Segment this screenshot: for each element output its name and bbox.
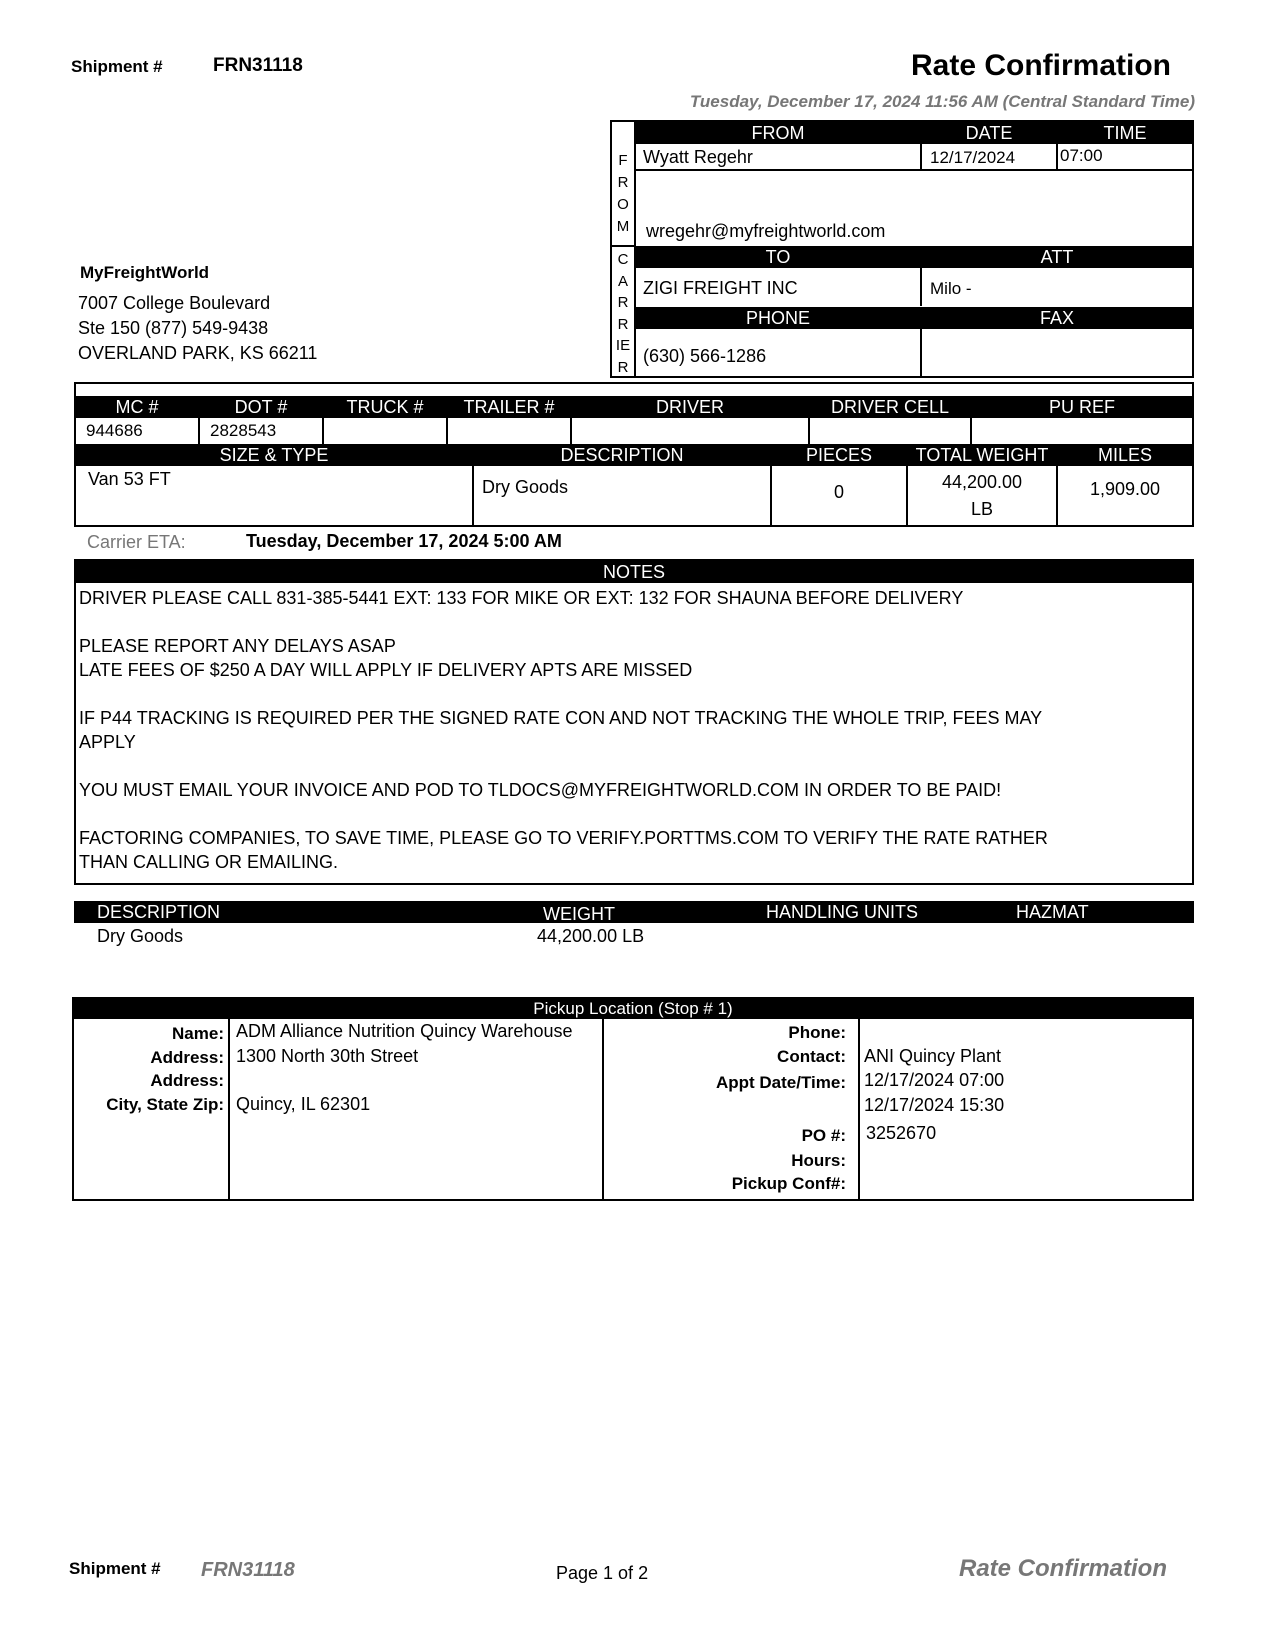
col-pu-ref: PU REF — [1048, 397, 1115, 417]
note-line — [79, 802, 1189, 826]
note-line: YOU MUST EMAIL YOUR INVOICE AND POD TO TLDOCS@MYFREIGHTWORLD.COM IN ORDER TO BE PAID! — [79, 780, 1002, 800]
company-name: MyFreightWorld — [80, 263, 210, 282]
pickup-city: Quincy, IL 62301 — [236, 1094, 371, 1114]
note-line: PLEASE REPORT ANY DELAYS ASAP — [79, 636, 396, 656]
dot-value: 2828543 — [210, 421, 277, 440]
date-header: DATE — [965, 123, 1013, 143]
pickup-header: Pickup Location (Stop # 1) — [74, 999, 1192, 1019]
commodity-col-handling-units: HANDLING UNITS — [766, 902, 919, 922]
phone-value: (630) 566-1286 — [643, 346, 767, 366]
commodity-description: Dry Goods — [97, 926, 184, 946]
commodity-col-hazmat: HAZMAT — [1016, 902, 1089, 922]
att-value: Milo - — [930, 279, 972, 298]
pieces-value: 0 — [833, 482, 844, 502]
to-header: TO — [765, 247, 791, 267]
fax-header: FAX — [1039, 308, 1074, 328]
pickup-address-label: Address: — [150, 1048, 224, 1067]
notes-body — [79, 586, 1189, 874]
col-driver-cell: DRIVER CELL — [830, 397, 950, 417]
pickup-appt-end: 12/17/2024 15:30 — [864, 1095, 1005, 1115]
timestamp: Tuesday, December 17, 2024 11:56 AM (Central Standard Time) — [689, 92, 1195, 111]
pickup-name-label: Name: — [172, 1024, 224, 1043]
col-size-type: SIZE & TYPE — [219, 445, 329, 465]
pickup-po-label: PO #: — [801, 1126, 846, 1145]
shipment-label: Shipment # — [71, 57, 163, 76]
footer-doc-title: Rate Confirmation — [958, 1555, 1167, 1582]
col-description: DESCRIPTION — [560, 445, 684, 465]
pickup-phone-label: Phone: — [788, 1023, 846, 1042]
pickup-name: ADM Alliance Nutrition Quincy Warehouse — [236, 1021, 573, 1041]
pickup-address: 1300 North 30th Street — [236, 1046, 419, 1066]
note-line — [79, 754, 1189, 778]
pickup-city-label: City, State Zip: — [106, 1095, 224, 1114]
pickup-appt-start: 12/17/2024 07:00 — [864, 1070, 1005, 1090]
pickup-address2-label: Address: — [150, 1071, 224, 1090]
from-date: 12/17/2024 — [930, 148, 1016, 167]
commodity-col-weight: WEIGHT — [543, 904, 615, 924]
pickup-contact-label: Contact: — [777, 1047, 846, 1066]
from-side-label: F R O M — [616, 152, 630, 235]
note-line — [79, 682, 1189, 706]
total-weight-unit: LB — [970, 499, 994, 519]
mc-value: 944686 — [86, 421, 143, 440]
pickup-hours-label: Hours: — [791, 1151, 846, 1170]
phone-header: PHONE — [745, 308, 810, 328]
note-line: DRIVER PLEASE CALL 831-385-5441 EXT: 133 FOR MIKE OR EXT: 132 FOR SHAUNA BEFORE DELIVERY — [79, 588, 964, 608]
note-line — [79, 610, 1189, 634]
col-total-weight: TOTAL WEIGHT — [915, 445, 1049, 465]
eta-label: Carrier ETA: — [87, 532, 186, 552]
time-header: TIME — [1103, 123, 1147, 143]
col-trailer: TRAILER # — [463, 397, 555, 417]
footer-shipment-label: Shipment # — [69, 1559, 161, 1578]
pickup-contact: ANI Quincy Plant — [864, 1046, 1002, 1066]
company-address-3: OVERLAND PARK, KS 66211 — [78, 343, 318, 363]
col-pieces: PIECES — [805, 445, 873, 465]
from-time: 07:00 — [1060, 146, 1103, 165]
note-line: FACTORING COMPANIES, TO SAVE TIME, PLEASE GO TO VERIFY.PORTTMS.COM TO VERIFY THE RATE RATHER — [79, 828, 1048, 848]
from-header: FROM — [751, 123, 805, 143]
col-dot: DOT # — [234, 397, 288, 417]
page-title: Rate Confirmation — [910, 49, 1171, 82]
description-value: Dry Goods — [482, 477, 569, 497]
footer-shipment-number: FRN31118 — [201, 1559, 295, 1581]
miles-value: 1,909.00 — [1089, 479, 1161, 499]
col-driver: DRIVER — [655, 397, 724, 417]
pickup-po: 3252670 — [866, 1123, 937, 1143]
from-email: wregehr@myfreightworld.com — [646, 221, 886, 241]
shipment-number: FRN31118 — [213, 55, 303, 76]
pickup-appt-label: Appt Date/Time: — [715, 1073, 846, 1092]
col-truck: TRUCK # — [346, 397, 424, 417]
company-address-1: 7007 College Boulevard — [78, 293, 271, 313]
notes-header: NOTES — [76, 561, 1192, 583]
page-number: Page 1 of 2 — [556, 1563, 649, 1583]
note-line: LATE FEES OF $250 A DAY WILL APPLY IF DELIVERY APTS ARE MISSED — [79, 660, 693, 680]
note-line: IF P44 TRACKING IS REQUIRED PER THE SIGNED RATE CON AND NOT TRACKING THE WHOLE TRIP, FEES MAY — [79, 708, 1043, 728]
total-weight-value: 44,200.00 — [941, 472, 1023, 492]
carrier-side-label: C A R R IE R — [615, 251, 631, 376]
att-header: ATT — [1040, 247, 1074, 267]
from-name: Wyatt Regehr — [643, 147, 753, 167]
col-mc: MC # — [115, 397, 159, 417]
commodity-col-description: DESCRIPTION — [97, 902, 221, 922]
note-line: APPLY — [79, 732, 136, 752]
size-type-value: Van 53 FT — [88, 469, 171, 489]
to-value: ZIGI FREIGHT INC — [643, 278, 798, 298]
pickup-conf-label: Pickup Conf#: — [731, 1174, 846, 1193]
eta-value: Tuesday, December 17, 2024 5:00 AM — [246, 531, 562, 551]
company-address-2: Ste 150 (877) 549-9438 — [78, 318, 269, 338]
note-line: THAN CALLING OR EMAILING. — [79, 852, 339, 872]
col-miles: MILES — [1097, 445, 1153, 465]
commodity-weight: 44,200.00 LB — [537, 926, 645, 946]
